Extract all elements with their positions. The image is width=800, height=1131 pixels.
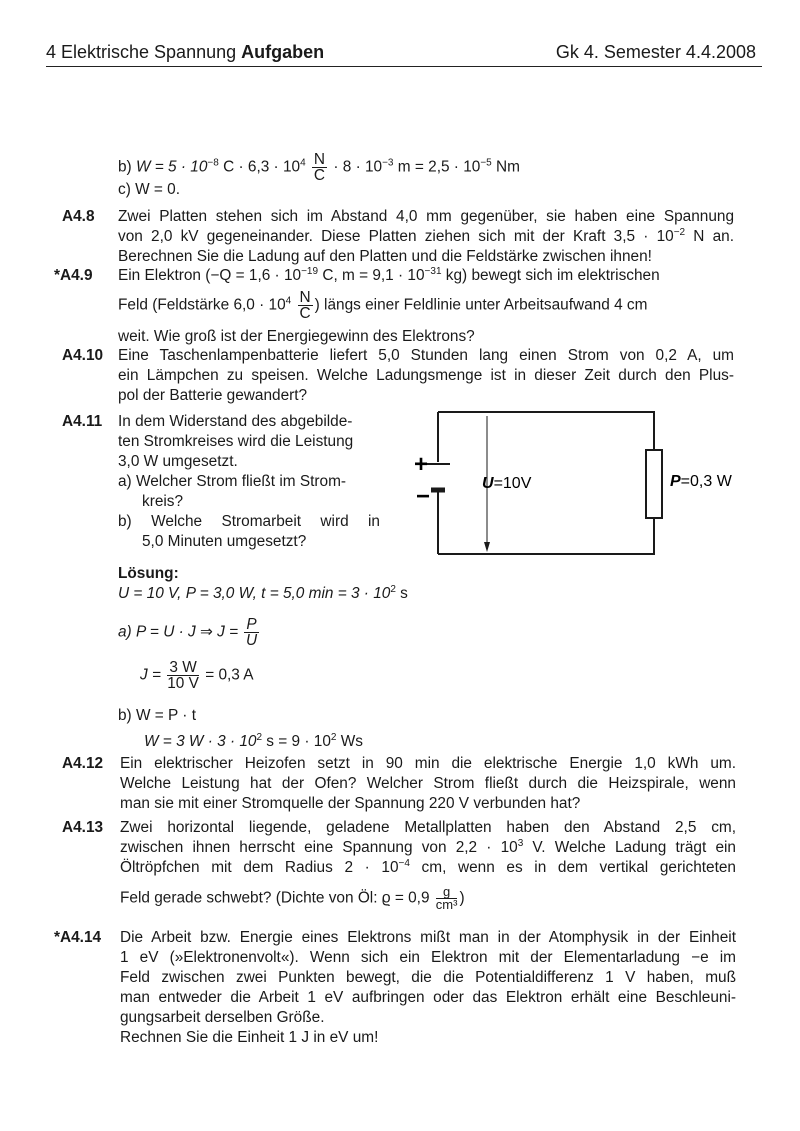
- task-a4-8: Zwei Platten stehen sich im Abstand 4,0 mm gegenüber, sie haben eine Spannung von 2,0 kV gegeneinander. Diese Platten ziehen sich mit der Kraft $3,5 \cdot 10^{-2}$ N an. Berechnen Sie die Ladung auf den Platten und die Feldstärke zwischen ihnen!: [118, 208, 735, 265]
- solution-a: a) P = U · J ⇒ J = $\frac{P}{U}$: [118, 616, 258, 649]
- circuit-wire-top: [438, 412, 654, 450]
- page-header: [46, 40, 762, 67]
- task-label-a4-8: A4.8: [62, 208, 95, 225]
- task-label-a4-12: A4.12: [62, 755, 104, 772]
- task-a4-10: Eine Taschenlampenbatterie liefert 5,0 Stunden lang einen Strom von 0,2 A, um ein Lämpchen zu speisen. Welche Ladungsmenge ist in dieser Zeit durch den Plus- pol der Batterie gewandert?: [118, 347, 734, 404]
- task-a4-14: Die Arbeit bzw. Energie eines Elektrons mißt man in der Atomphysik in der Einheit 1 eV (»Elektronenvolt«). Wenn sich ein Elektron mit der Elementarladung −e im Feld zwischen zwei Punkten bewegt, die die Potentialdifferenz 1 V haben, muß man entweder die Arbeit 1 eV aufbringen oder das Elektron erhält eine Beschleuni- gungsarbeit derselben Größe. Rechnen Sie die Einheit 1 J in eV um!: [120, 929, 736, 1046]
- fraction-n-per-c: $\frac{N}{C}$: [299, 289, 311, 322]
- solution-b-result: W = 3 $W \cdot 3 \cdot 10^2$ $s = 9 \cdot 10^2$ Ws: [144, 732, 363, 750]
- task-label-a4-13: A4.13: [62, 819, 104, 836]
- task-a4-9: Ein Elektron ($-Q = 1,6 \cdot 10^{-19}$ C, $m = 9,1 \cdot 10^{-31}$ kg) bewegt sich im elektrischen Feld (Feldstärke $6,0 \cdot 10^4$ $\frac{N}{C}$ ) längs einer Feldlinie unter Arbeitsaufwand 4 cm weit. Wie groß ist der Energiegewinn des Elektrons?: [118, 266, 660, 345]
- task-label-a4-9: *A4.9: [54, 267, 93, 284]
- task-label-a4-14: *A4.14: [54, 929, 102, 946]
- circuit-diagram: [408, 408, 748, 564]
- resistor-symbol: [646, 450, 662, 518]
- prev-solution-c: c) W = 0.: [118, 181, 180, 198]
- task-a4-11: In dem Widerstand des abgebilde- ten Stromkreises wird die Leistung 3,0 W umgesetzt. a) Welcher Strom fließt im Strom- kreis? b) Welche Stromarbeit wird in 5,0 Minuten umgesetzt?: [118, 413, 380, 550]
- header-topic: 4 Elektrische Spannung Aufgaben: [46, 42, 325, 62]
- header-course-date: Gk 4. Semester 4.4.2008: [555, 42, 756, 62]
- task-a4-13: Zwei horizontal liegende, geladene Metallplatten haben den Abstand 2,5 cm, zwischen ihnen herrscht eine Spannung von $2,2 \cdot 10^3$ V. Welche Ladung trägt ein Öltröpfchen mit dem Radius $2 \cdot 10^{-4}$ cm, wenn es in dem vertikal gerichteten Feld gerade schwebt? (Dichte von Öl: ϱ = 0,9 $\frac{g}{\text{cm³}}$ ): [120, 819, 736, 912]
- task-label-a4-10: A4.10: [62, 347, 104, 364]
- voltage-label: U=10V: [482, 475, 532, 492]
- prev-solution-b: b) $W = 5 \cdot 10^{-8}$ $C \cdot 6,3 \cdot 10^4$ $\frac{N}{C}$ · $8 \cdot 10^{-3}$ $m = 2,5 \cdot 10^{-5}$ Nm: [118, 151, 520, 184]
- solution-a-current: J = $\frac{3 W}{10 V}$ = 0,3 A: [140, 659, 254, 692]
- header-bold-word: Aufgaben: [241, 42, 325, 62]
- task-a4-12: Ein elektrischer Heizofen setzt in 90 min die elektrische Energie 1,0 kWh um. Welche Leistung hat der Ofen? Welcher Strom fließt durch die Heizspirale, wenn man sie mit einer Stromquelle der Spannung 220 V verbunden hat?: [120, 755, 736, 812]
- power-label: P=0,3 W: [670, 473, 732, 490]
- fraction-p-per-u: $\frac{P}{U}$: [245, 616, 258, 649]
- solution-b: b) W = P · t: [118, 707, 196, 724]
- solution-heading: Lösung:: [118, 565, 179, 582]
- voltage-arrow-head: [484, 542, 490, 552]
- solution-given: U = 10 V, P = 3,0 W, t = 5,0 $\min = 3 \cdot 10^2$ s: [118, 584, 408, 602]
- battery-minus-sign: −: [416, 483, 431, 510]
- battery-plus-sign: +: [414, 451, 429, 478]
- fraction-n-per-c: $\frac{N}{C}$: [313, 151, 326, 184]
- fraction-g-per-cm3: $\frac{g}{\text{cm³}}$: [435, 884, 458, 912]
- fraction-3w-per-10v: $\frac{3 W}{10 V}$: [167, 659, 199, 692]
- circuit-wire-bottom: [438, 518, 654, 554]
- task-label-a4-11: A4.11: [62, 413, 103, 430]
